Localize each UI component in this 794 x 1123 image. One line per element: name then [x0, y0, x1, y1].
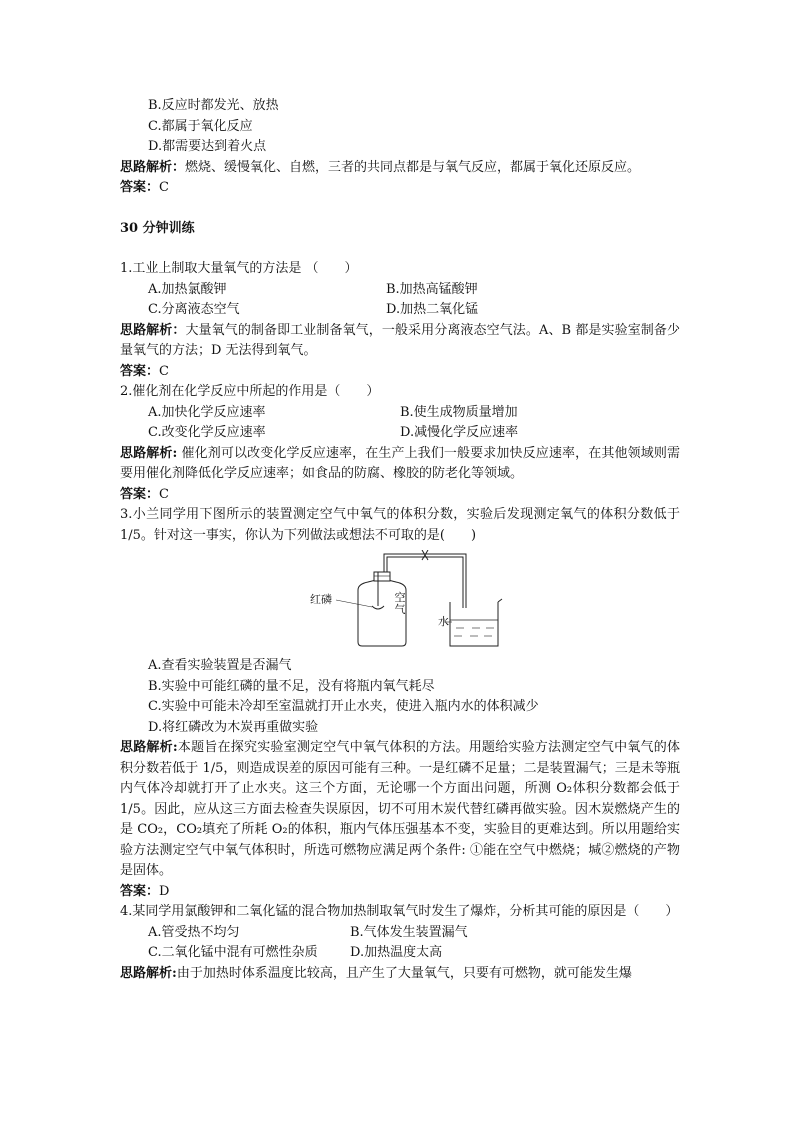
q3-option-c: C.实验中可能未冷却至室温就打开止水夹，使进入瓶内水的体积减少	[148, 699, 539, 714]
stopper	[374, 572, 390, 581]
q3-analysis	[120, 738, 680, 882]
q3-analysis-text: 本题旨在探究实验室测定空气中氧气体积的方法。用题给实验方法测定空气中氧气的体积分数若低于 1/5，则造成误差的原因可能有三种。一是红磷不足量；二是装置漏气；三是未等瓶内气体冷却就打开了止水夹。这三个方面，无论哪一个方面出问题，所测 O₂体积分数都会低于 1/5。因此，应从这三方面去检查失误原因，切不可用木炭代替红磷再做实验。因木炭燃烧产生的是 CO₂，CO₂填充了所耗 O₂的体积，瓶内气体压强基本不变，实验目的更难达到。所以用题给实验方法测定空气中氧气体积时，所选可燃物应满足两个条件: ①能在空气中燃烧；堿②燃烧的产物是固体。	[120, 740, 680, 878]
q3-answer	[120, 882, 680, 903]
q1-analysis-text: 大量氧气的制备即工业制备氧气，一般采用分离液态空气法。A、B 都是实验室制备少量氧气的方法；D 无法得到氧气。	[120, 322, 680, 358]
water-clamp	[422, 550, 428, 560]
q1-answer-label: 答案：	[120, 363, 160, 379]
q2-analysis-label: 思路解析:	[120, 445, 178, 461]
q2-options-row1	[120, 403, 680, 424]
q2-option-a: A.加快化学反应速率	[148, 404, 266, 420]
prev-analysis	[120, 158, 680, 179]
q2-option-b: B.使生成物质量增加	[400, 404, 518, 420]
prev-analysis-label: 思路解析：	[120, 159, 186, 175]
prev-option-d: D.都需要达到着火点	[148, 139, 267, 154]
label-water: 水	[438, 615, 449, 628]
q2-analysis	[120, 444, 680, 485]
apparatus-figure	[310, 550, 530, 650]
q4-stem: 4.某同学用氯酸钾和二氧化锰的混合物加热制取氧气时发生了爆炸，分析其可能的原因是（ ）	[120, 904, 679, 919]
q3-stem: 3.小兰同学用下图所示的装置测定空气中氧气的体积分数，实验后发现测定氧气的体积分数低于 1/5。针对这一事实，你认为下列做法或想法不可取的是( )	[120, 507, 680, 543]
q1-stem: 1.工业上制取大量氧气的方法是 （ ）	[120, 261, 358, 276]
prev-answer-label: 答案：	[120, 180, 160, 195]
q2-options-row2	[120, 423, 680, 444]
q4-analysis	[120, 964, 680, 985]
q3-option-d: D.将红磷改为木炭再重做实验	[148, 719, 319, 735]
q4-options-row2	[120, 943, 680, 964]
label-air: 空气	[394, 591, 406, 616]
q2-option-c: C.改变化学反应速率	[148, 425, 266, 440]
q4-option-d: D.加热温度太高	[350, 945, 443, 960]
prev-option-c: C.都属于氧化反应	[148, 118, 253, 134]
apparatus-diagram	[310, 550, 530, 650]
q3-option-b: B.实验中可能红磷的量不足，没有将瓶内氧气耗尽	[148, 678, 435, 694]
q4-analysis-text: 由于加热时体系温度比较高，且产生了大量氧气，只要有可燃物，就可能发生爆	[176, 965, 632, 981]
q1-option-c: C.分离液态空气	[148, 302, 240, 317]
q1-analysis	[120, 321, 680, 362]
q1-option-d: D.加热二氧化锰	[386, 302, 479, 317]
q2-answer-label: 答案：	[120, 486, 160, 502]
q1-options-row2	[120, 300, 680, 321]
q4-options-row1	[120, 923, 680, 944]
spoon-cup	[372, 606, 384, 609]
q1-analysis-label: 思路解析：	[120, 322, 186, 338]
q1-answer-value: C	[159, 363, 169, 379]
q1-option-a: A.加热氯酸钾	[148, 281, 227, 297]
q4-analysis-label: 思路解析:	[120, 965, 177, 981]
section-title: 30 分钟训练	[120, 220, 195, 236]
q2-option-d: D.减慢化学反应速率	[400, 425, 519, 440]
q2-analysis-text: 催化剂可以改变化学反应速率，在生产上我们一般要求加快反应速率，在其他领域则需要用催化剂降低化学反应速率；如食品的防腐、橡胶的防老化等领域。	[120, 445, 680, 481]
q2-answer	[120, 485, 680, 506]
q1-answer	[120, 362, 680, 383]
prev-answer-value: C	[159, 180, 169, 195]
q1-options-row1	[120, 280, 680, 301]
q3-answer-label: 答案：	[120, 883, 160, 899]
q4-option-a: A.管受热不均匀	[148, 924, 240, 940]
q4-option-b: B.气体发生装置漏气	[350, 924, 468, 940]
q4-option-c: C.二氧化锰中混有可燃性杂质	[148, 945, 318, 960]
prev-analysis-text: 燃烧、缓慢氧化、自燃，三者的共同点都是与氧气反应，都属于氧化还原反应。	[185, 159, 641, 175]
q3-answer-value: D	[159, 883, 170, 899]
q3-option-a: A.查看实验装置是否漏气	[148, 658, 292, 673]
label-red-phosphorus: 红磷	[310, 593, 332, 606]
q2-answer-value: C	[159, 486, 169, 502]
beaker	[450, 602, 498, 646]
q2-stem: 2.催化剂在化学反应中所起的作用是（ ）	[120, 384, 380, 399]
prev-option-b: B.反应时都发光、放热	[148, 98, 279, 113]
q1-option-b: B.加热高锰酸钾	[386, 281, 478, 297]
prev-answer	[120, 178, 680, 199]
q3-analysis-label: 思路解析:	[120, 740, 178, 755]
document-page	[120, 96, 680, 984]
